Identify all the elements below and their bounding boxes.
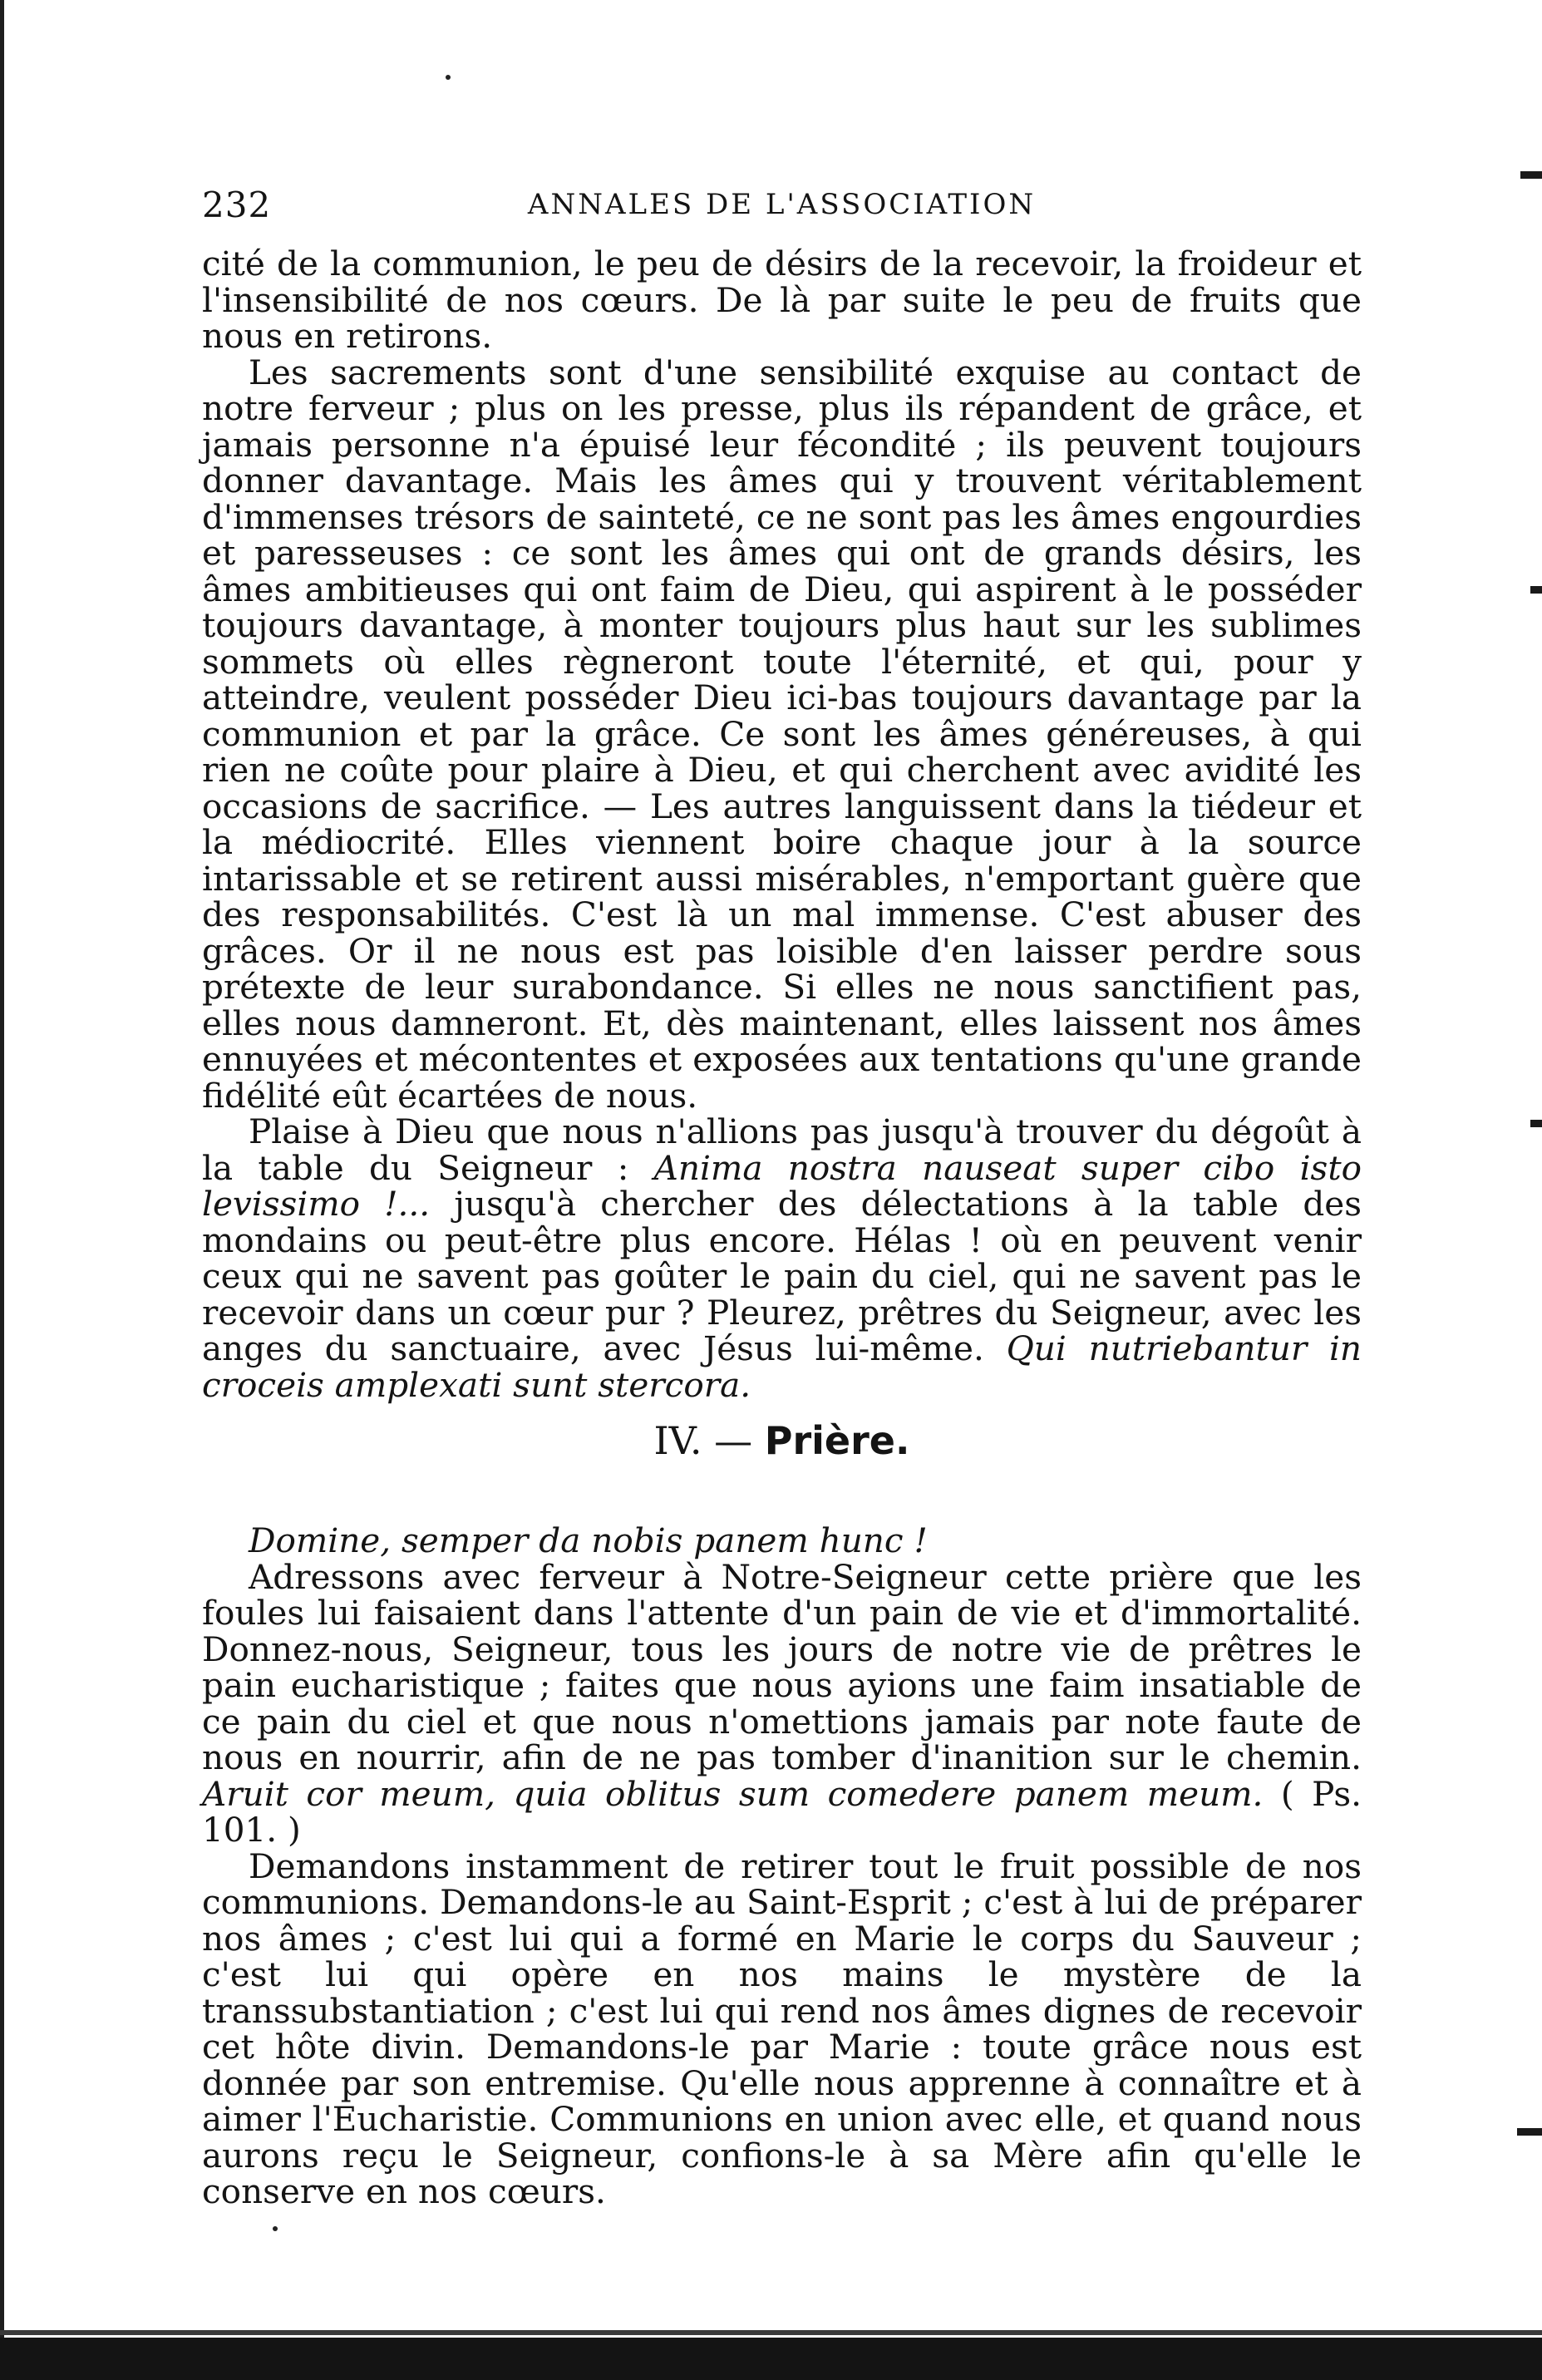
body-text-top: [202, 246, 1362, 1403]
latin-quotation: Qui nutriebantur in croceis amplexati sunt stercora.: [202, 1328, 1362, 1405]
paragraph-text: jusqu'à chercher des délectations à la table des mondains ou peut-être plus encore. Hélas ! où en peuvent venir ceux qui ne savent pas goûter le pain du ciel, qui ne savent pas le recevoir dans un cœur pur ? Pleurez, prêtres du Seigneur, avec les anges du sanctuaire, avec Jésus lui-même.: [202, 1184, 1362, 1368]
epigraph-text: Domine, semper da nobis panem hunc !: [249, 1520, 928, 1560]
section-number: IV. —: [653, 1418, 765, 1463]
paragraph: [202, 1556, 1362, 1850]
margin-mark: [1517, 2128, 1542, 2136]
speck: [446, 75, 451, 80]
paragraph: cité de la communion, le peu de désirs de la recevoir, la froideur et l'insensibilité de nos cœurs. De là par suite le peu de fruits que nous en retirons.: [202, 244, 1362, 356]
epigraph: [202, 1520, 1362, 1560]
margin-mark: [1530, 1120, 1542, 1127]
running-head: ANNALES DE L'ASSOCIATION: [527, 188, 1037, 221]
margin-mark: [1530, 586, 1542, 594]
scan-border: [0, 2330, 1542, 2335]
section-heading: [202, 1418, 1362, 1463]
speck: [273, 2226, 278, 2231]
paragraph-text: Adressons avec ferveur à Notre-Seigneur cette prière que les foules lui faisaient dans l'attente d'un pain de vie et d'immortalité. Donnez-nous, Seigneur, tous les jours de notre vie de prêtres le pain eucharistique ; faites que nous ayions une faim insatiable de ce pain du ciel et que nous n'omettions jamais par note faute de nous en nourrir, afin de ne pas tomber d'inanition sur le chemin.: [202, 1556, 1362, 1777]
section-title: Prière.: [764, 1418, 910, 1463]
page-edge-rule: [0, 0, 4, 2380]
paragraph: Les sacrements sont d'une sensibilité exquise au contact de notre ferveur ; plus on les presse, plus ils répandent de grâce, et jamais personne n'a épuisé leur fécondité ; ils peuvent toujours donner davantage. Mais les âmes qui y trouvent véritablement d'immenses trésors de sainteté, ce ne sont pas les âmes engourdies et paresseuses : ce sont les âmes qui ont de grands désirs, les âmes ambitieuses qui ont faim de Dieu, qui aspirent à le posséder toujours davantage, à monter toujours plus haut sur les sublimes sommets où elles règneront toute l'éternité, et qui, pour y atteindre, veulent posséder Dieu ici-bas toujours davantage par la communion et par la grâce. Ce sont les âmes généreuses, à qui rien ne coûte pour plaire à Dieu, et qui cherchent avec avidité les occasions de sacrifice. — Les autres languissent dans la tiédeur et la médiocrité. Elles viennent boire chaque jour à la source intarissable et se retirent aussi misérables, n'emportant guère que des responsabilités. C'est là un mal immense. C'est abuser des grâces. Or il ne nous est pas loisible d'en laisser perdre sous prétexte de leur surabondance. Si elles ne nous sanctifient pas, elles nous damneront. Et, dès maintenant, elles laissent nos âmes ennuyées et mécontentes et exposées aux tentations qu'une grande fidélité eût écartées de nous.: [202, 352, 1362, 1116]
latin-quotation: Aruit cor meum, quia oblitus sum comedere panem meum.: [202, 1773, 1264, 1814]
paragraph-text: Plaise à Dieu que nous n'allions pas jusqu'à trouver du dégoût à la table du Seigneur :: [202, 1111, 1362, 1188]
margin-mark: [1520, 171, 1542, 179]
citation: ( Ps. 101. ): [202, 1773, 1362, 1850]
page-header: [202, 185, 1362, 226]
paragraph: Demandons instamment de retirer tout le fruit possible de nos communions. Demandons-le au Saint-Esprit ; c'est à lui de préparer nos âmes ; c'est lui qui a formé en Marie le corps du Sauveur ; c'est lui qui opère en nos mains le mystère de la transsubstantiation ; c'est lui qui rend nos âmes dignes de recevoir cet hôte divin. Demandons-le par Marie : toute grâce nous est donnée par son entremise. Qu'elle nous apprenne à connaître et à aimer l'Eucharistie. Communions en union avec elle, et quand nous aurons reçu le Seigneur, confions-le à sa Mère afin qu'elle le conserve en nos cœurs.: [202, 1845, 1362, 2211]
page-number: 232: [202, 185, 272, 225]
paragraph: [202, 1111, 1362, 1405]
body-text-bottom: [202, 1520, 1362, 2211]
scan-border: [0, 2338, 1542, 2380]
latin-quotation: Anima nostra nauseat super cibo isto levissimo !...: [202, 1147, 1362, 1224]
